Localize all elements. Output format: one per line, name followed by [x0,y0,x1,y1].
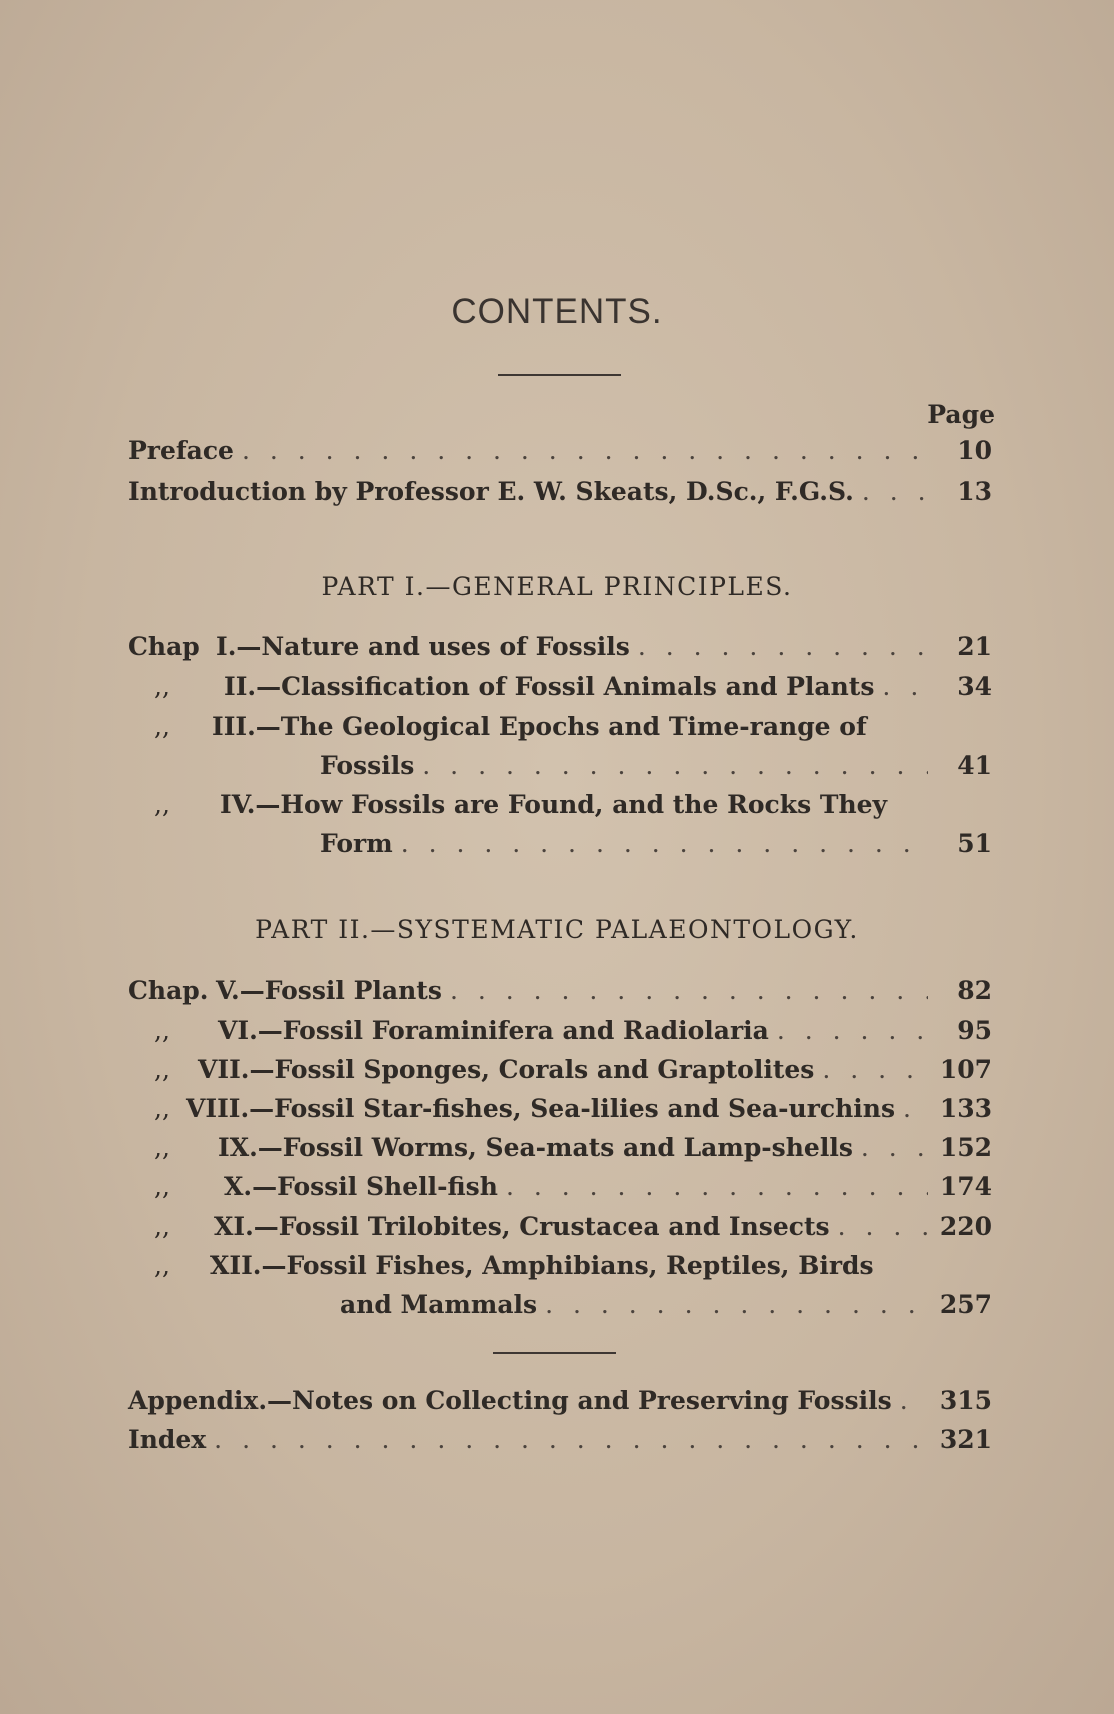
leader-dots [638,632,928,661]
toc-entry-continuation[interactable] [320,751,992,787]
toc-entry-page: 133 [939,1094,992,1123]
leader-dots [242,436,928,465]
leader-dots [506,1172,928,1201]
ditto-mark: ,, [154,712,170,741]
ditto-mark: ,, [154,672,170,701]
toc-entry-page: 10 [957,436,992,465]
ditto-mark: ,, [154,1212,170,1241]
toc-entry-label: Form [320,829,393,858]
leader-dots [545,1290,928,1319]
toc-entry-chapter[interactable] [128,1133,992,1169]
toc-entry-label: II.—Classification of Fossil Animals and Plants [224,672,875,701]
ditto-mark: ,, [154,1094,170,1123]
toc-entry-label: I.—Nature and uses of Fossils [216,632,630,661]
toc-entry-index[interactable] [128,1425,992,1461]
page-column-label: Page [927,400,995,429]
toc-entry-label: IX.—Fossil Worms, Sea-mats and Lamp-shells [218,1133,853,1162]
ditto-mark: ,, [154,1016,170,1045]
toc-entry-label: Fossils [320,751,415,780]
toc-entry-chapter[interactable] [128,712,992,748]
toc-entry-label: III.—The Geological Epochs and Time-range of [212,712,867,741]
part-heading: PART II.—SYSTEMATIC PALAEONTOLOGY. [255,915,859,944]
toc-entry-preface[interactable] [128,436,992,472]
toc-entry-chapter[interactable] [128,790,992,826]
leader-dots [861,1133,928,1162]
toc-entry-page: 34 [957,672,992,701]
toc-entry-chapter[interactable] [128,1251,992,1287]
ditto-mark: ,, [154,1055,170,1084]
toc-entry-chapter[interactable] [128,672,992,708]
toc-entry-label: XI.—Fossil Trilobites, Crustacea and Insects [214,1212,830,1241]
chapter-prefix: Chap [128,632,200,661]
toc-entry-label: Appendix.—Notes on Collecting and Preserving Fossils [128,1386,892,1415]
toc-entry-label: X.—Fossil Shell-fish [224,1172,498,1201]
toc-entry-page: 51 [957,829,992,858]
page-title: CONTENTS. [451,292,663,331]
leader-dots [214,1425,928,1454]
leader-dots [777,1016,928,1045]
leader-dots [822,1055,928,1084]
ditto-mark: ,, [154,1172,170,1201]
toc-entry-chapter[interactable] [128,1016,992,1052]
toc-entry-chapter[interactable] [128,1212,992,1248]
toc-entry-introduction[interactable] [128,477,992,513]
toc-entry-label: Introduction by Professor E. W. Skeats, D.Sc., F.G.S. [128,477,854,506]
toc-entry-page: 257 [939,1290,992,1319]
toc-entry-page: 321 [939,1425,992,1454]
toc-entry-page: 21 [957,632,992,661]
toc-entry-chapter[interactable] [128,1055,992,1091]
toc-entry-chapter[interactable] [128,1172,992,1208]
toc-entry-page: 95 [957,1016,992,1045]
toc-entry-page: 13 [957,477,992,506]
section-rule [493,1352,616,1354]
toc-entry-label: Index [128,1425,207,1454]
toc-entry-page: 107 [939,1055,992,1084]
leader-dots [903,1094,928,1123]
toc-entry-chapter[interactable] [128,1094,992,1130]
chapter-prefix: Chap. [128,976,209,1005]
toc-entry-label: VI.—Fossil Foraminifera and Radiolaria [218,1016,769,1045]
toc-entry-page: 152 [939,1133,992,1162]
leader-dots [900,1386,928,1415]
toc-entry-appendix[interactable] [128,1386,992,1422]
toc-entry-chapter[interactable] [128,976,992,1012]
toc-entry-label: XII.—Fossil Fishes, Amphibians, Reptiles, Birds [210,1251,874,1280]
toc-entry-label: Preface [128,436,234,465]
ditto-mark: ,, [154,1133,170,1162]
toc-entry-continuation[interactable] [320,829,992,865]
leader-dots [838,1212,928,1241]
ditto-mark: ,, [154,1251,170,1280]
toc-entry-page: 82 [957,976,992,1005]
toc-entry-page: 315 [939,1386,992,1415]
leader-dots [862,477,928,506]
leader-dots [450,976,928,1005]
toc-entry-label: and Mammals [340,1290,538,1319]
leader-dots [401,829,928,858]
ditto-mark: ,, [154,790,170,819]
title-rule [498,374,621,376]
toc-entry-page: 41 [957,751,992,780]
part-heading: PART I.—GENERAL PRINCIPLES. [321,572,793,601]
leader-dots [882,672,928,701]
leader-dots [422,751,928,780]
toc-entry-label: V.—Fossil Plants [216,976,442,1005]
toc-entry-label: VIII.—Fossil Star-fishes, Sea-lilies and Sea-urchins [186,1094,896,1123]
toc-entry-continuation[interactable] [340,1290,992,1326]
toc-entry-chapter[interactable] [128,632,992,668]
toc-entry-page: 174 [939,1172,992,1201]
toc-entry-label: IV.—How Fossils are Found, and the Rocks They [220,790,888,819]
toc-entry-label: VII.—Fossil Sponges, Corals and Graptolites [198,1055,815,1084]
toc-entry-page: 220 [939,1212,992,1241]
